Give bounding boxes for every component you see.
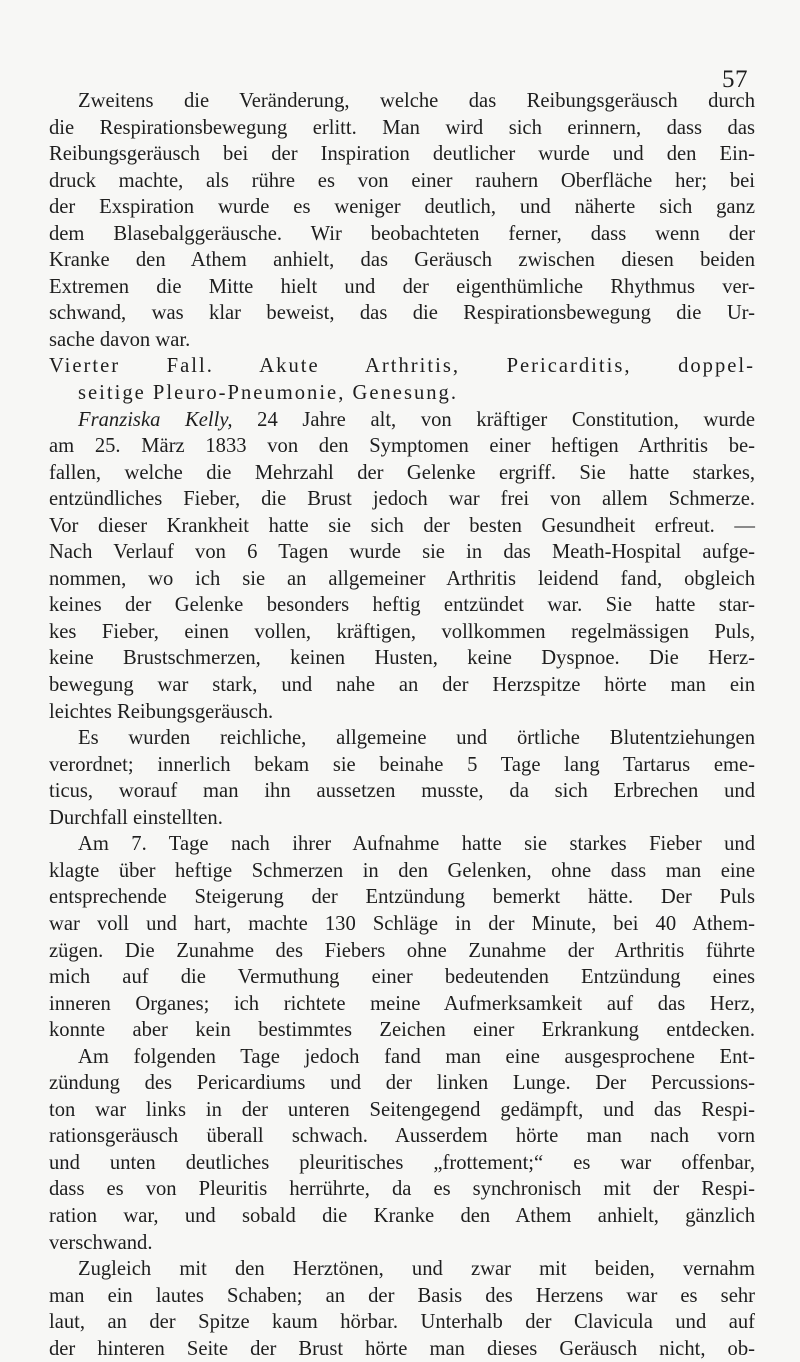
text-line: zündung des Pericardiums und der linken Lunge. Der Percussions- <box>49 1072 755 1095</box>
text-line: keines der Gelenke besonders heftig entzündet war. Sie hatte star- <box>49 594 755 617</box>
text-line: der Exspiration wurde es weniger deutlich, und näherte sich ganz <box>49 196 755 219</box>
text-line: die Respirationsbewegung erlitt. Man wird sich erinnern, dass das <box>49 116 755 139</box>
line-rest: 24 Jahre alt, von kräftiger Constitution, wurde <box>232 408 755 431</box>
text-line: verordnet; innerlich bekam sie beinahe 5 Tage lang Tartarus eme- <box>49 753 755 776</box>
text-line: laut, an der Spitze kaum hörbar. Unterhalb der Clavicula und auf <box>49 1311 755 1334</box>
text-line: seitige Pleuro-Pneumonie, Genesung. <box>78 382 458 405</box>
text-line: fallen, welche die Mehrzahl der Gelenke ergriff. Sie hatte starkes, <box>49 461 755 484</box>
text-line: mich auf die Vermuthung einer bedeutenden Entzündung eines <box>49 966 755 989</box>
text-line: ticus, worauf man ihn aussetzen musste, da sich Erbrechen und <box>49 780 755 803</box>
text-line: bewegung war stark, und nahe an der Herzspitze hörte man ein <box>49 674 755 697</box>
text-line: rationsgeräusch überall schwach. Ausserdem hörte man nach vorn <box>49 1125 755 1148</box>
text-line: schwand, was klar beweist, das die Respirationsbewegung die Ur- <box>49 302 755 325</box>
text-line: der hinteren Seite der Brust hörte man dieses Geräusch nicht, ob- <box>49 1337 755 1360</box>
text-line: zügen. Die Zunahme des Fiebers ohne Zunahme der Arthritis führte <box>49 939 755 962</box>
text-line: klagte über heftige Schmerzen in den Gelenken, ohne dass man eine <box>49 859 755 882</box>
text-line: Kranke den Athem anhielt, das Geräusch zwischen diesen beiden <box>49 249 755 272</box>
text-line: Am folgenden Tage jedoch fand man eine ausgesprochene Ent- <box>78 1045 755 1068</box>
text-line: druck machte, als rühre es von einer rauhern Oberfläche her; bei <box>49 169 755 192</box>
text-line: ton war links in der unteren Seitengegend gedämpft, und das Respi- <box>49 1098 755 1121</box>
page-number: 57 <box>722 66 748 93</box>
text-line: kes Fieber, einen vollen, kräftigen, vollkommen regelmässigen Puls, <box>49 620 755 643</box>
text-line: Vor dieser Krankheit hatte sie sich der besten Gesundheit erfreut. — <box>49 514 755 537</box>
text-line: Extremen die Mitte hielt und der eigenthümliche Rhythmus ver- <box>49 275 755 298</box>
text-line: entsprechende Steigerung der Entzündung bemerkt hätte. Der Puls <box>49 886 755 909</box>
text-line: Vierter Fall. Akute Arthritis, Pericarditis, doppel- <box>49 355 755 378</box>
text-line: ration war, und sobald die Kranke den Athem anhielt, gänzlich <box>49 1204 755 1227</box>
text-line: Durchfall einstellten. <box>49 806 223 829</box>
text-line: nommen, wo ich sie an allgemeiner Arthritis leidend fand, obgleich <box>49 567 755 590</box>
text-line: Zweitens die Veränderung, welche das Reibungsgeräusch durch <box>78 90 755 112</box>
body-text <box>49 88 755 1362</box>
patient-name: Franziska Kelly, <box>78 408 233 431</box>
text-line: man ein lautes Schaben; an der Basis des Herzens war es sehr <box>49 1284 755 1307</box>
text-line: leichtes Reibungsgeräusch. <box>49 700 274 723</box>
text-line <box>49 407 755 434</box>
text-line: und unten deutliches pleuritisches „frottement;“ es war offenbar, <box>49 1151 755 1174</box>
text-line: konnte aber kein bestimmtes Zeichen einer Erkrankung entdecken. <box>49 1019 755 1042</box>
text-line: war voll und hart, machte 130 Schläge in der Minute, bei 40 Athem- <box>49 912 755 935</box>
text-line: am 25. März 1833 von den Symptomen einer heftigen Arthritis be- <box>49 435 755 458</box>
text-line: sache davon war. <box>49 328 191 351</box>
text-line: entzündliches Fieber, die Brust jedoch war frei von allem Schmerze. <box>49 488 755 511</box>
text-line: inneren Organes; ich richtete meine Aufmerksamkeit auf das Herz, <box>49 992 755 1015</box>
text-line: Reibungsgeräusch bei der Inspiration deutlicher wurde und den Ein- <box>49 143 755 166</box>
text-line: verschwand. <box>49 1231 153 1254</box>
text-line: keine Brustschmerzen, keinen Husten, keine Dyspnoe. Die Herz- <box>49 647 755 670</box>
text-line: dem Blasebalggeräusche. Wir beobachteten ferner, dass wenn der <box>49 222 755 245</box>
text-line: Zugleich mit den Herztönen, und zwar mit beiden, vernahm <box>78 1258 755 1281</box>
text-line: Es wurden reichliche, allgemeine und örtliche Blutentziehungen <box>78 727 755 750</box>
text-line: dass es von Pleuritis herrührte, da es synchronisch mit der Respi- <box>49 1178 755 1201</box>
text-line: Nach Verlauf von 6 Tagen wurde sie in das Meath-Hospital aufge- <box>49 541 755 564</box>
text-line: Am 7. Tage nach ihrer Aufnahme hatte sie starkes Fieber und <box>78 833 755 856</box>
